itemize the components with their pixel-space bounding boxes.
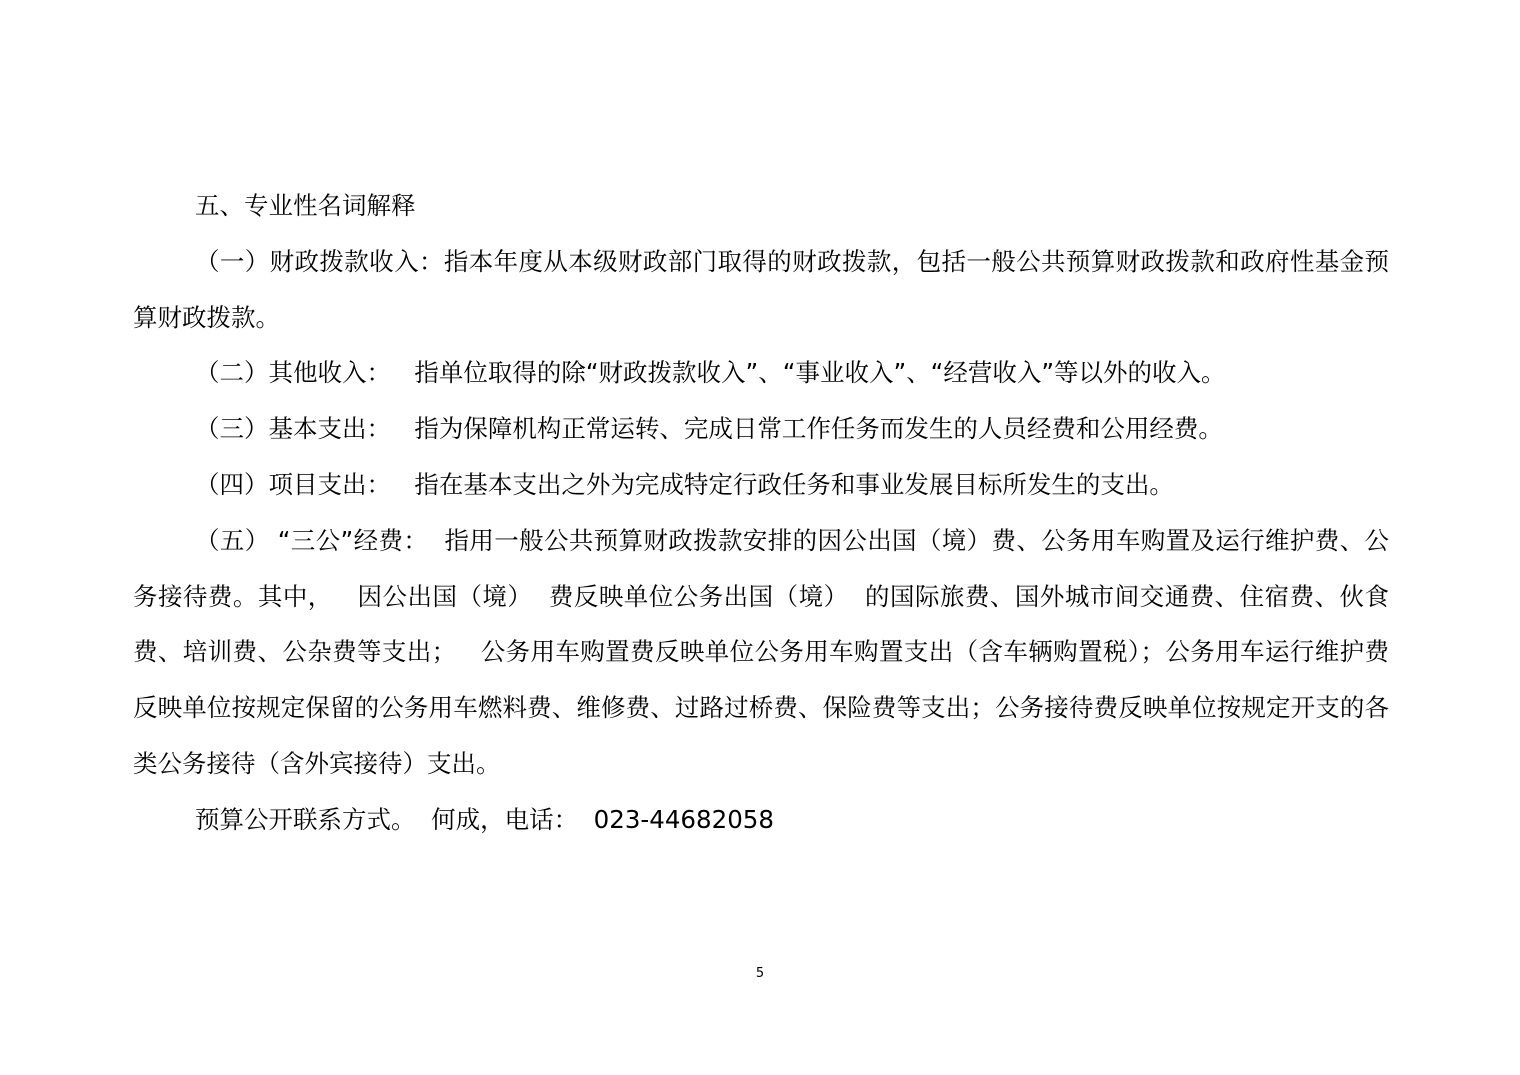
paragraph-basic-expenditure: （三）基本支出： 指为保障机构正常运转、完成日常工作任务而发生的人员经费和公用经费。 — [195, 414, 1223, 444]
paragraph-contact-info: 预算公开联系方式。 何成，电话： 023-44682058 — [195, 804, 774, 834]
body-text — [133, 178, 1389, 848]
paragraph-other-income: （二）其他收入： 指单位取得的除“财政拨款收入”、“事业收入”、“经营收入”等以外的收入。 — [195, 358, 1226, 388]
page-number: 5 — [755, 966, 765, 981]
paragraph-project-expenditure: （四）项目支出： 指在基本支出之外为完成特定行政任务和事业发展目标所发生的支出。 — [195, 469, 1174, 499]
paragraph-fiscal-appropriation-income: （一）财政拨款收入：指本年度从本级财政部门取得的财政拨款，包括一般公共预算财政拨款和政府性基金预算财政拨款。 — [133, 246, 1389, 332]
paragraph-three-public-expenses: （五） “三公”经费： 指用一般公共预算财政拨款安排的因公出国（境）费、公务用车购置及运行维护费、公务接待费。其中， 因公出国（境） 费反映单位公务出国（境） 的国际旅费、国外城市间交通费、住宿费、伙食费、培训费、公杂费等支出； 公务用车购置费反映单位公务用车购置支出（含车辆购置税）；公务用车运行维护费反映单位按规定保留的公务用车燃料费、维修费、过路过桥费、保险费等支出；公务接待费反映单位按规定开支的各类公务接待（含外宾接待）支出。 — [133, 525, 1389, 778]
section-title: 五、专业性名词解释 — [195, 191, 416, 220]
